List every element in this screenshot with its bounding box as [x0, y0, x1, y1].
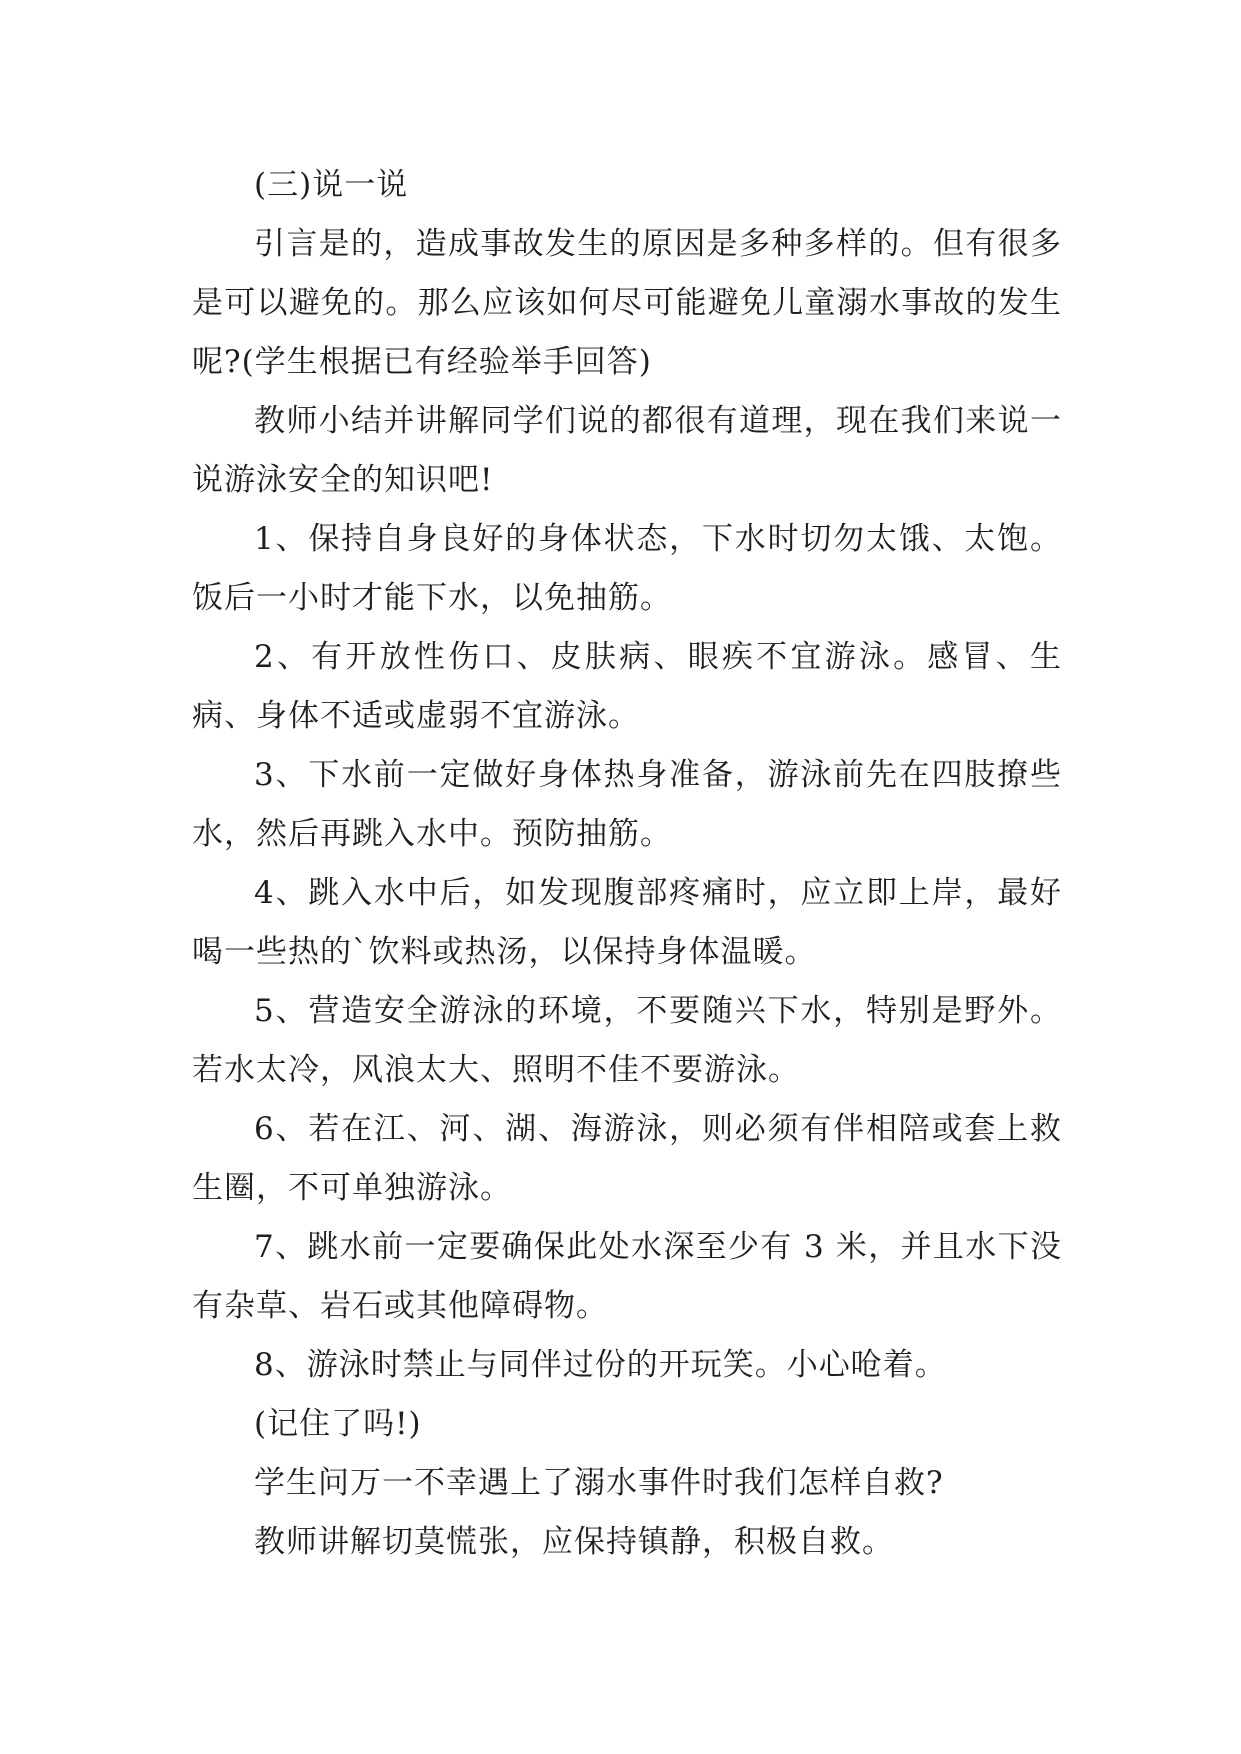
document-page	[192, 156, 1062, 1572]
paragraph-rule-7: 7、跳水前一定要确保此处水深至少有 3 米，并且水下没有杂草、岩石或其他障碍物。	[192, 1229, 1062, 1324]
paragraph-rule-5: 5、营造安全游泳的环境，不要随兴下水，特别是野外。若水太冷，风浪太大、照明不佳不要游泳。	[192, 993, 1062, 1088]
paragraph-intro: 引言是的，造成事故发生的原因是多种多样的。但有很多是可以避免的。那么应该如何尽可能避免儿童溺水事故的发生呢?(学生根据已有经验举手回答)	[192, 226, 1062, 380]
paragraph-rule-3: 3、下水前一定做好身体热身准备，游泳前先在四肢撩些水，然后再跳入水中。预防抽筋。	[192, 757, 1062, 852]
paragraph-rule-1: 1、保持自身良好的身体状态，下水时切勿太饿、太饱。饭后一小时才能下水，以免抽筋。	[192, 521, 1062, 616]
paragraph-rule-8: 8、游泳时禁止与同伴过份的开玩笑。小心呛着。	[254, 1347, 947, 1383]
paragraph-student-question: 学生问万一不幸遇上了溺水事件时我们怎样自救?	[254, 1465, 944, 1501]
section-heading: (三)说一说	[254, 167, 409, 203]
paragraph-remember: (记住了吗!)	[254, 1406, 422, 1442]
paragraph-teacher-summary: 教师小结并讲解同学们说的都很有道理，现在我们来说一说游泳安全的知识吧!	[192, 403, 1062, 498]
paragraph-rule-2: 2、有开放性伤口、皮肤病、眼疾不宜游泳。感冒、生病、身体不适或虚弱不宜游泳。	[192, 639, 1062, 734]
paragraph-rule-4: 4、跳入水中后，如发现腹部疼痛时，应立即上岸，最好喝一些热的`饮料或热汤，以保持身体温暖。	[192, 875, 1062, 970]
paragraph-rule-6: 6、若在江、河、湖、海游泳，则必须有伴相陪或套上救生圈，不可单独游泳。	[192, 1111, 1062, 1206]
paragraph-teacher-answer: 教师讲解切莫慌张，应保持镇静，积极自救。	[254, 1524, 894, 1560]
